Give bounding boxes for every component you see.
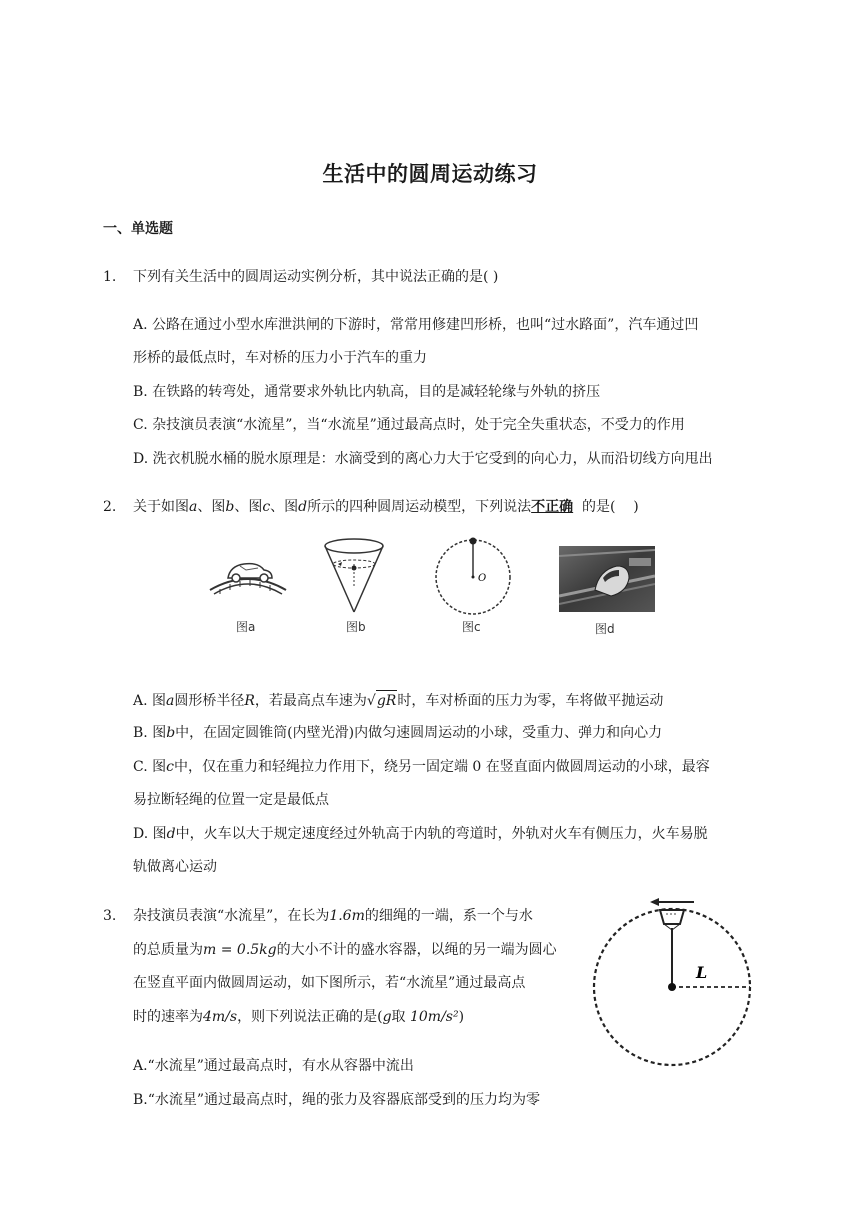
figure-c-caption: 图c [462,620,481,634]
q2-option-b: B. 图b中，在固定圆锥筒(内壁光滑)内做匀速圆周运动的小球，受重力、弹力和向心力 [133,725,663,741]
point-o-label: O [478,573,487,584]
q2-number: 2. [103,499,117,515]
figure-d-caption: 图d [595,622,615,636]
q1-option-a-line1: A. 公路在通过小型水库泄洪闸的下游时，常常用修建凹形桥，也叫“过水路面”，汽车通过凹 [133,317,699,333]
figure-a-caption: 图a [236,620,256,634]
q2-option-a: A. 图a圆形桥半径R，若最高点车速为√gR时，车对桥面的压力为零，车将做平抛运动 [133,690,663,711]
figure-b-caption: 图b [346,620,366,634]
q2-option-d-line2: 轨做离心运动 [133,859,217,875]
q2-option-c-line1: C. 图c中，仅在重力和轻绳拉力作用下，绕另一固定端 0 在竖直面内做圆周运动的小球，最容 [133,759,710,775]
q3-option-a: A.“水流星”通过最高点时，有水从容器中流出 [133,1058,414,1074]
figure-a-car-bridge [206,540,290,610]
q1-option-c: C. 杂技演员表演“水流星”，当“水流星”通过最高点时，处于完全失重状态，不受力的作用 [133,417,685,433]
length-L-label: L [696,963,708,982]
q1-stem: 下列有关生活中的圆周运动实例分析，其中说法正确的是( ) [133,269,499,285]
q2-stem: 关于如图a、图b、图c、图d所示的四种圆周运动模型，下列说法不正确 的是( ) [133,499,639,515]
q3-option-b: B.“水流星”通过最高点时，绳的张力及容器底部受到的压力均为零 [133,1092,541,1108]
page-title: 生活中的圆周运动练习 [322,162,538,186]
figure-water-star [588,890,758,1070]
emphasis-not-correct: 不正确 [531,499,574,515]
q3-stem-line3: 在竖直平面内做圆周运动，如下图所示，若“水流星”通过最高点 [133,975,526,991]
q3-number: 3. [103,908,117,924]
sqrt-gR: √gR [367,690,397,711]
q3-stem-line1: 杂技演员表演“水流星”，在长为1.6m的细绳的一端，系一个与水 [133,908,533,924]
figure-c-vertical-circle [432,536,514,618]
q2-option-c-line2: 易拉断轻绳的位置一定是最低点 [133,792,329,808]
figure-d-train-photo [559,546,655,612]
q3-stem-line4: 时的速率为4m/s，则下列说法正确的是(g取 10m/s²) [133,1009,465,1025]
q2-option-d-line1: D. 图d中，火车以大于规定速度经过外轨高于内轨的弯道时，外轨对火车有侧压力，火车易脱 [133,826,708,842]
q1-option-b: B. 在铁路的转弯处，通常要求外轨比内轨高，目的是减轻轮缘与外轨的挤压 [133,384,601,400]
q1-option-d: D. 洗衣机脱水桶的脱水原理是：水滴受到的离心力大于它受到的向心力，从而沿切线方向甩出 [133,451,713,467]
q3-stem-line2: 的总质量为m = 0.5kg的大小不计的盛水容器，以绳的另一端为圆心 [133,942,557,958]
figure-b-cone [322,536,386,616]
section-heading: 一、单选题 [103,221,173,237]
q1-number: 1. [103,269,117,285]
q1-option-a-line2: 形桥的最低点时，车对桥的压力小于汽车的重力 [133,350,427,366]
